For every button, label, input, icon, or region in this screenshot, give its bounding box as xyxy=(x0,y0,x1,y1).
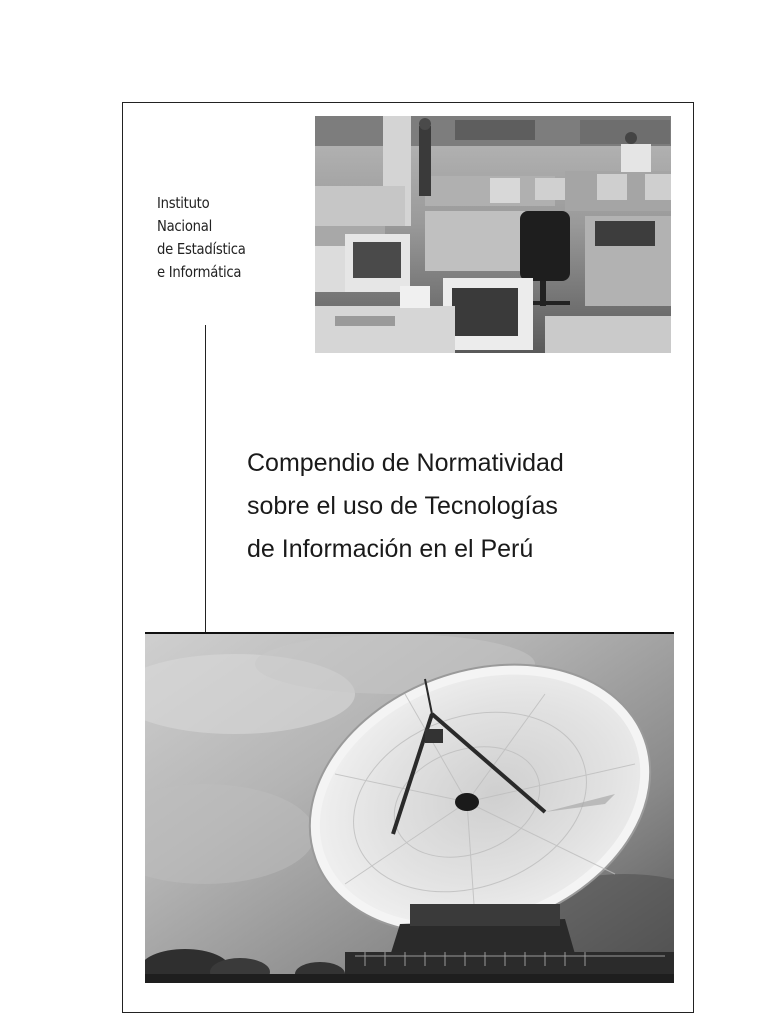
institute-line-3: de Estadística xyxy=(157,240,246,258)
office-photo xyxy=(315,116,671,353)
office-photo-image xyxy=(315,116,671,353)
institute-line-4: e Informática xyxy=(157,263,242,281)
satellite-dish-photo xyxy=(145,632,674,983)
institute-line-2: Nacional xyxy=(157,217,212,235)
institute-line-1: Instituto xyxy=(157,194,210,212)
document-title xyxy=(247,442,564,571)
institute-name xyxy=(157,192,246,284)
satellite-dish-image xyxy=(145,634,674,983)
title-line-3: de Información en el Perú xyxy=(247,535,534,563)
title-line-2: sobre el uso de Tecnologías xyxy=(247,492,558,520)
title-line-1: Compendio de Normatividad xyxy=(247,449,564,477)
